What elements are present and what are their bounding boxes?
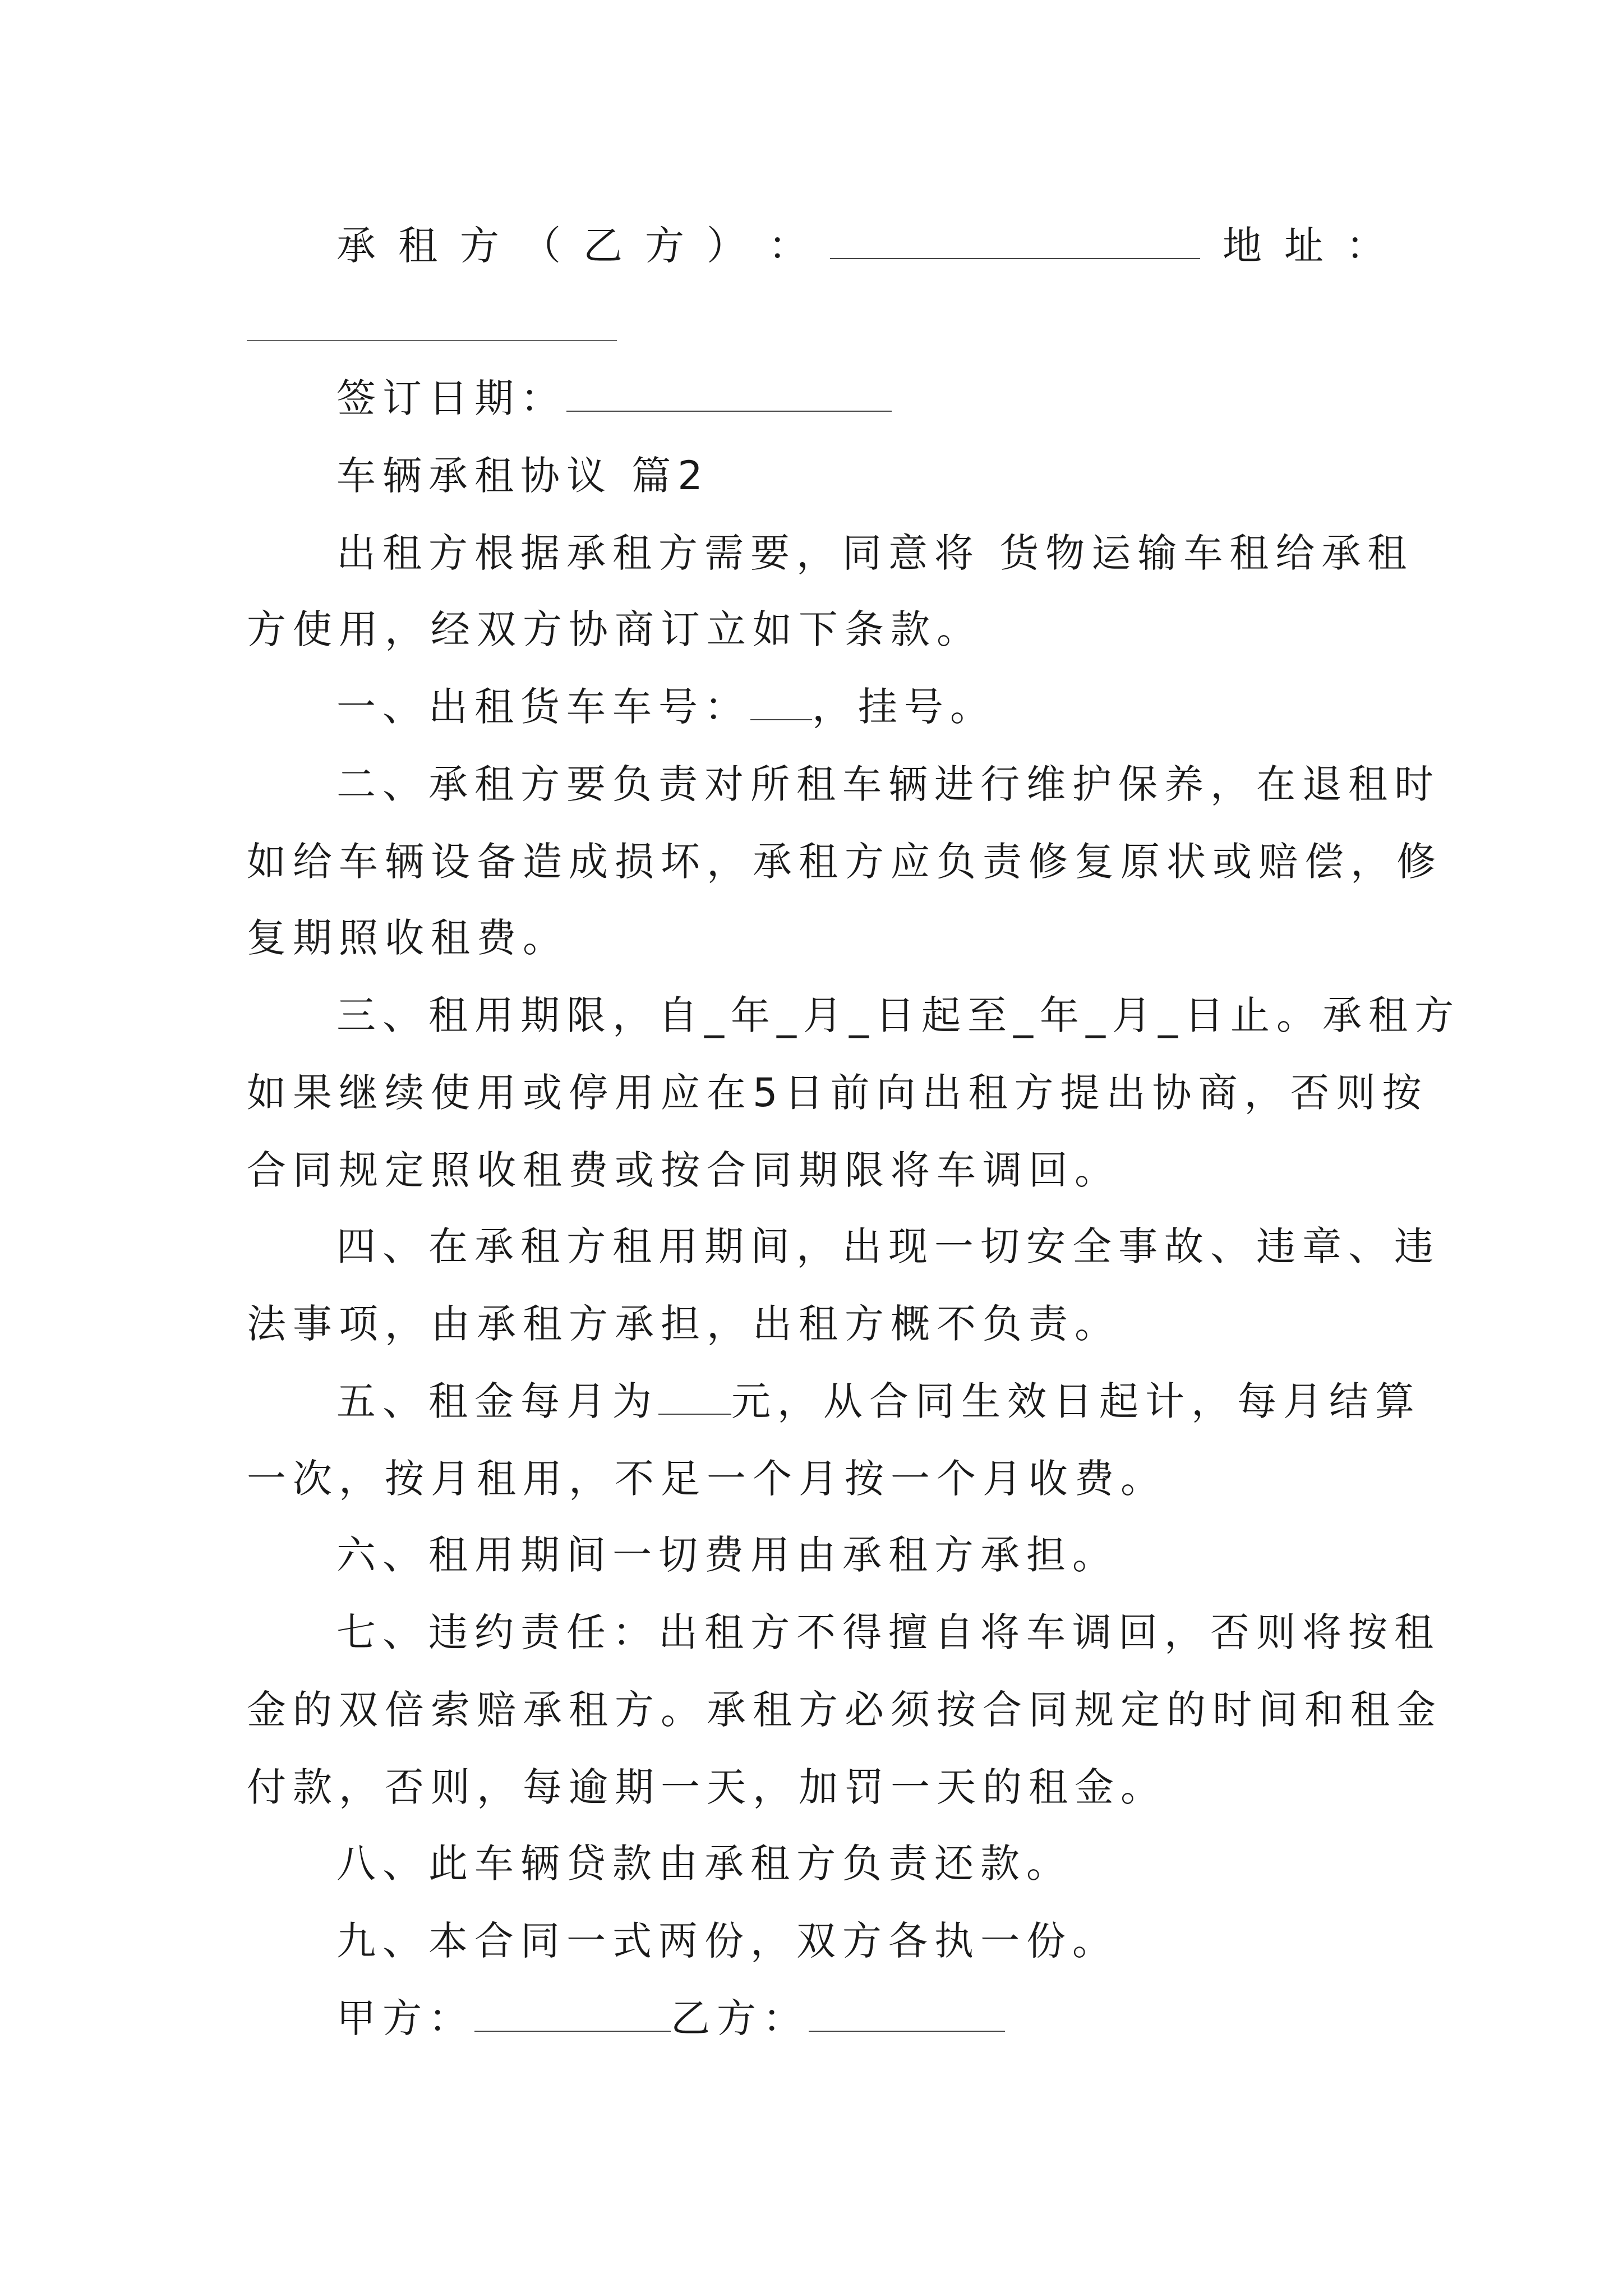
clause-1-label: 一、出租货车车号： — [336, 684, 750, 730]
paragraph-line: 四、在承租方租用期间，出现一切安全事故、违章、违 — [336, 1223, 1440, 1269]
paragraph-line: 一次，按月租用，不足一个月按一个月收费。 — [247, 1456, 1166, 1502]
address-char: 址 — [1284, 223, 1324, 269]
party-a-blank — [474, 1991, 671, 2032]
clause-1-tail: ，挂号。 — [812, 684, 996, 730]
paragraph-line: 九、本合同一式两份，双方各执一份。 — [336, 1918, 1118, 1964]
signature-line — [247, 1991, 1475, 2045]
sign-date-label: 签订日期： — [336, 375, 566, 421]
lessee-char: 租 — [398, 223, 437, 269]
lessee-name-blank — [830, 219, 1200, 259]
paragraph-line: 如果继续使用或停用应在5日前向出租方提出协商，否则按 — [247, 1070, 1428, 1116]
lessee-char: 承 — [336, 223, 376, 269]
paragraph-line: 金的双倍索赔承租方。承租方必须按合同规定的时间和租金 — [247, 1687, 1442, 1733]
paragraph-line: 二、承租方要负责对所租车辆进行维护保养，在退租时 — [336, 761, 1440, 807]
party-b-blank — [809, 1991, 1005, 2032]
paragraph-line: 六、租用期间一切费用由承租方承担。 — [336, 1532, 1118, 1578]
paragraph-line: 法事项，由承租方承担，出租方概不负责。 — [247, 1301, 1121, 1347]
address-char: 地 — [1223, 223, 1262, 269]
plate-number-blank — [750, 680, 812, 720]
clause-1 — [247, 680, 1475, 734]
lessee-line — [336, 219, 1385, 273]
paragraph-line: 三、租用期限，自_年_月_日起至_年_月_日止。承租方 — [336, 992, 1460, 1038]
paragraph-line: 七、违约责任：出租方不得擅自将车调回，否则将按租 — [336, 1609, 1440, 1655]
paragraph-line: 八、此车辆贷款由承租方负责还款。 — [336, 1841, 1072, 1887]
clause-5 — [247, 1374, 1475, 1428]
address-char: ： — [1346, 223, 1385, 269]
lessee-char: ） — [707, 223, 746, 269]
lessee-char: 方 — [645, 223, 684, 269]
clause-5-tail: 元，从合同生效日起计，每月结算 — [731, 1378, 1421, 1424]
paragraph-line: 付款，否则，每逾期一天，加罚一天的租金。 — [247, 1764, 1166, 1810]
paragraph-line: 复期照收租费。 — [247, 915, 569, 961]
section-title: 车辆承租协议 篇2 — [336, 453, 709, 499]
paragraph-line: 如给车辆设备造成损坏，承租方应负责修复原状或赔偿，修 — [247, 839, 1442, 885]
paragraph-line: 合同规定照收租费或按合同期限将车调回。 — [247, 1147, 1121, 1193]
sign-date-line — [247, 371, 1475, 425]
paragraph-line: 方使用，经双方协商订立如下条款。 — [247, 606, 983, 652]
party-a-label: 甲方： — [336, 1995, 474, 2041]
party-b-label: 乙方： — [671, 1995, 809, 2041]
sign-date-blank — [566, 371, 892, 412]
lessee-char: （ — [522, 223, 561, 269]
lessee-char: ： — [768, 223, 808, 269]
paragraph-line: 出租方根据承租方需要，同意将 货物运输车租给承租 — [336, 530, 1414, 576]
address-blank — [247, 340, 617, 341]
clause-5-label: 五、租金每月为 — [336, 1378, 658, 1424]
rent-amount-blank — [658, 1374, 731, 1415]
lessee-char: 乙 — [583, 223, 623, 269]
lessee-char: 方 — [460, 223, 499, 269]
